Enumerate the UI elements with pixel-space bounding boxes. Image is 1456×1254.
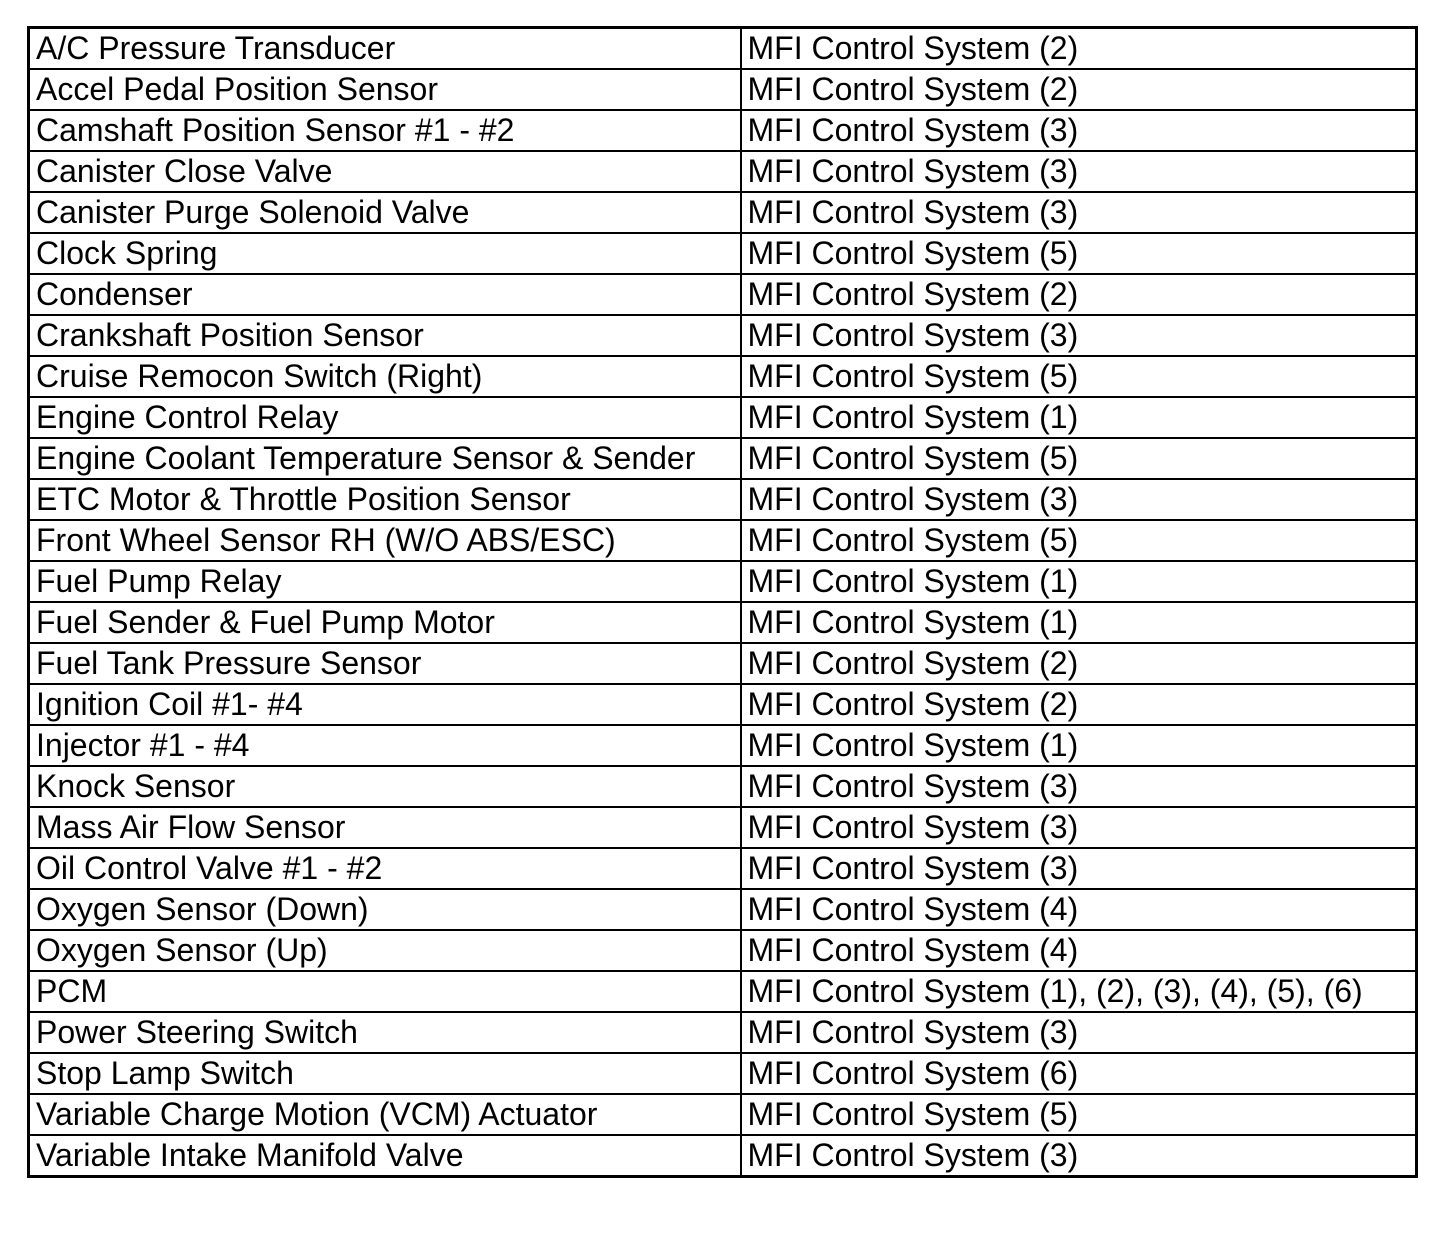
table-row xyxy=(29,684,1417,725)
system-reference-cell: MFI Control System (2) xyxy=(741,643,1417,684)
system-reference-cell: MFI Control System (3) xyxy=(741,479,1417,520)
component-name-cell: Fuel Pump Relay xyxy=(29,561,741,602)
system-reference-cell: MFI Control System (5) xyxy=(741,233,1417,274)
table-row xyxy=(29,807,1417,848)
component-name-cell: Injector #1 - #4 xyxy=(29,725,741,766)
system-reference-cell: MFI Control System (3) xyxy=(741,1135,1417,1177)
system-reference-cell: MFI Control System (2) xyxy=(741,274,1417,315)
table-body xyxy=(29,28,1417,1177)
table-row xyxy=(29,1094,1417,1135)
component-index-table-wrapper xyxy=(27,26,1415,1178)
table-row xyxy=(29,110,1417,151)
component-name-cell: ETC Motor & Throttle Position Sensor xyxy=(29,479,741,520)
system-reference-cell: MFI Control System (3) xyxy=(741,151,1417,192)
table-row xyxy=(29,1053,1417,1094)
system-reference-cell: MFI Control System (3) xyxy=(741,766,1417,807)
table-row xyxy=(29,192,1417,233)
table-row xyxy=(29,274,1417,315)
table-row xyxy=(29,356,1417,397)
component-name-cell: Fuel Sender & Fuel Pump Motor xyxy=(29,602,741,643)
system-reference-cell: MFI Control System (3) xyxy=(741,807,1417,848)
component-name-cell: PCM xyxy=(29,971,741,1012)
system-reference-cell: MFI Control System (5) xyxy=(741,1094,1417,1135)
table-row xyxy=(29,602,1417,643)
table-row xyxy=(29,1135,1417,1177)
table-row xyxy=(29,28,1417,70)
component-name-cell: Camshaft Position Sensor #1 - #2 xyxy=(29,110,741,151)
component-name-cell: Canister Close Valve xyxy=(29,151,741,192)
system-reference-cell: MFI Control System (5) xyxy=(741,438,1417,479)
component-name-cell: Variable Intake Manifold Valve xyxy=(29,1135,741,1177)
system-reference-cell: MFI Control System (3) xyxy=(741,1012,1417,1053)
table-row xyxy=(29,315,1417,356)
system-reference-cell: MFI Control System (4) xyxy=(741,889,1417,930)
component-name-cell: Clock Spring xyxy=(29,233,741,274)
table-row xyxy=(29,151,1417,192)
table-row xyxy=(29,438,1417,479)
system-reference-cell: MFI Control System (1), (2), (3), (4), (5), (6) xyxy=(741,971,1417,1012)
system-reference-cell: MFI Control System (5) xyxy=(741,356,1417,397)
table-row xyxy=(29,643,1417,684)
component-name-cell: Engine Coolant Temperature Sensor & Sender xyxy=(29,438,741,479)
component-name-cell: Canister Purge Solenoid Valve xyxy=(29,192,741,233)
component-name-cell: Crankshaft Position Sensor xyxy=(29,315,741,356)
system-reference-cell: MFI Control System (1) xyxy=(741,602,1417,643)
component-name-cell: Variable Charge Motion (VCM) Actuator xyxy=(29,1094,741,1135)
table-row xyxy=(29,930,1417,971)
system-reference-cell: MFI Control System (4) xyxy=(741,930,1417,971)
component-name-cell: Mass Air Flow Sensor xyxy=(29,807,741,848)
table-row xyxy=(29,766,1417,807)
system-reference-cell: MFI Control System (1) xyxy=(741,561,1417,602)
system-reference-cell: MFI Control System (3) xyxy=(741,315,1417,356)
component-name-cell: Fuel Tank Pressure Sensor xyxy=(29,643,741,684)
component-name-cell: Accel Pedal Position Sensor xyxy=(29,69,741,110)
table-row xyxy=(29,69,1417,110)
system-reference-cell: MFI Control System (2) xyxy=(741,69,1417,110)
system-reference-cell: MFI Control System (2) xyxy=(741,28,1417,70)
table-row xyxy=(29,725,1417,766)
component-name-cell: Stop Lamp Switch xyxy=(29,1053,741,1094)
table-row xyxy=(29,1012,1417,1053)
system-reference-cell: MFI Control System (1) xyxy=(741,397,1417,438)
system-reference-cell: MFI Control System (5) xyxy=(741,520,1417,561)
system-reference-cell: MFI Control System (3) xyxy=(741,192,1417,233)
table-row xyxy=(29,561,1417,602)
system-reference-cell: MFI Control System (1) xyxy=(741,725,1417,766)
table-row xyxy=(29,479,1417,520)
component-name-cell: Front Wheel Sensor RH (W/O ABS/ESC) xyxy=(29,520,741,561)
table-row xyxy=(29,848,1417,889)
table-row xyxy=(29,971,1417,1012)
table-row xyxy=(29,233,1417,274)
component-index-table xyxy=(27,26,1418,1178)
component-name-cell: Engine Control Relay xyxy=(29,397,741,438)
component-name-cell: Oil Control Valve #1 - #2 xyxy=(29,848,741,889)
component-name-cell: A/C Pressure Transducer xyxy=(29,28,741,70)
system-reference-cell: MFI Control System (3) xyxy=(741,110,1417,151)
component-name-cell: Condenser xyxy=(29,274,741,315)
table-row xyxy=(29,889,1417,930)
component-name-cell: Knock Sensor xyxy=(29,766,741,807)
component-name-cell: Ignition Coil #1- #4 xyxy=(29,684,741,725)
table-row xyxy=(29,520,1417,561)
system-reference-cell: MFI Control System (6) xyxy=(741,1053,1417,1094)
component-name-cell: Power Steering Switch xyxy=(29,1012,741,1053)
system-reference-cell: MFI Control System (2) xyxy=(741,684,1417,725)
table-row xyxy=(29,397,1417,438)
component-name-cell: Cruise Remocon Switch (Right) xyxy=(29,356,741,397)
component-name-cell: Oxygen Sensor (Down) xyxy=(29,889,741,930)
component-name-cell: Oxygen Sensor (Up) xyxy=(29,930,741,971)
system-reference-cell: MFI Control System (3) xyxy=(741,848,1417,889)
